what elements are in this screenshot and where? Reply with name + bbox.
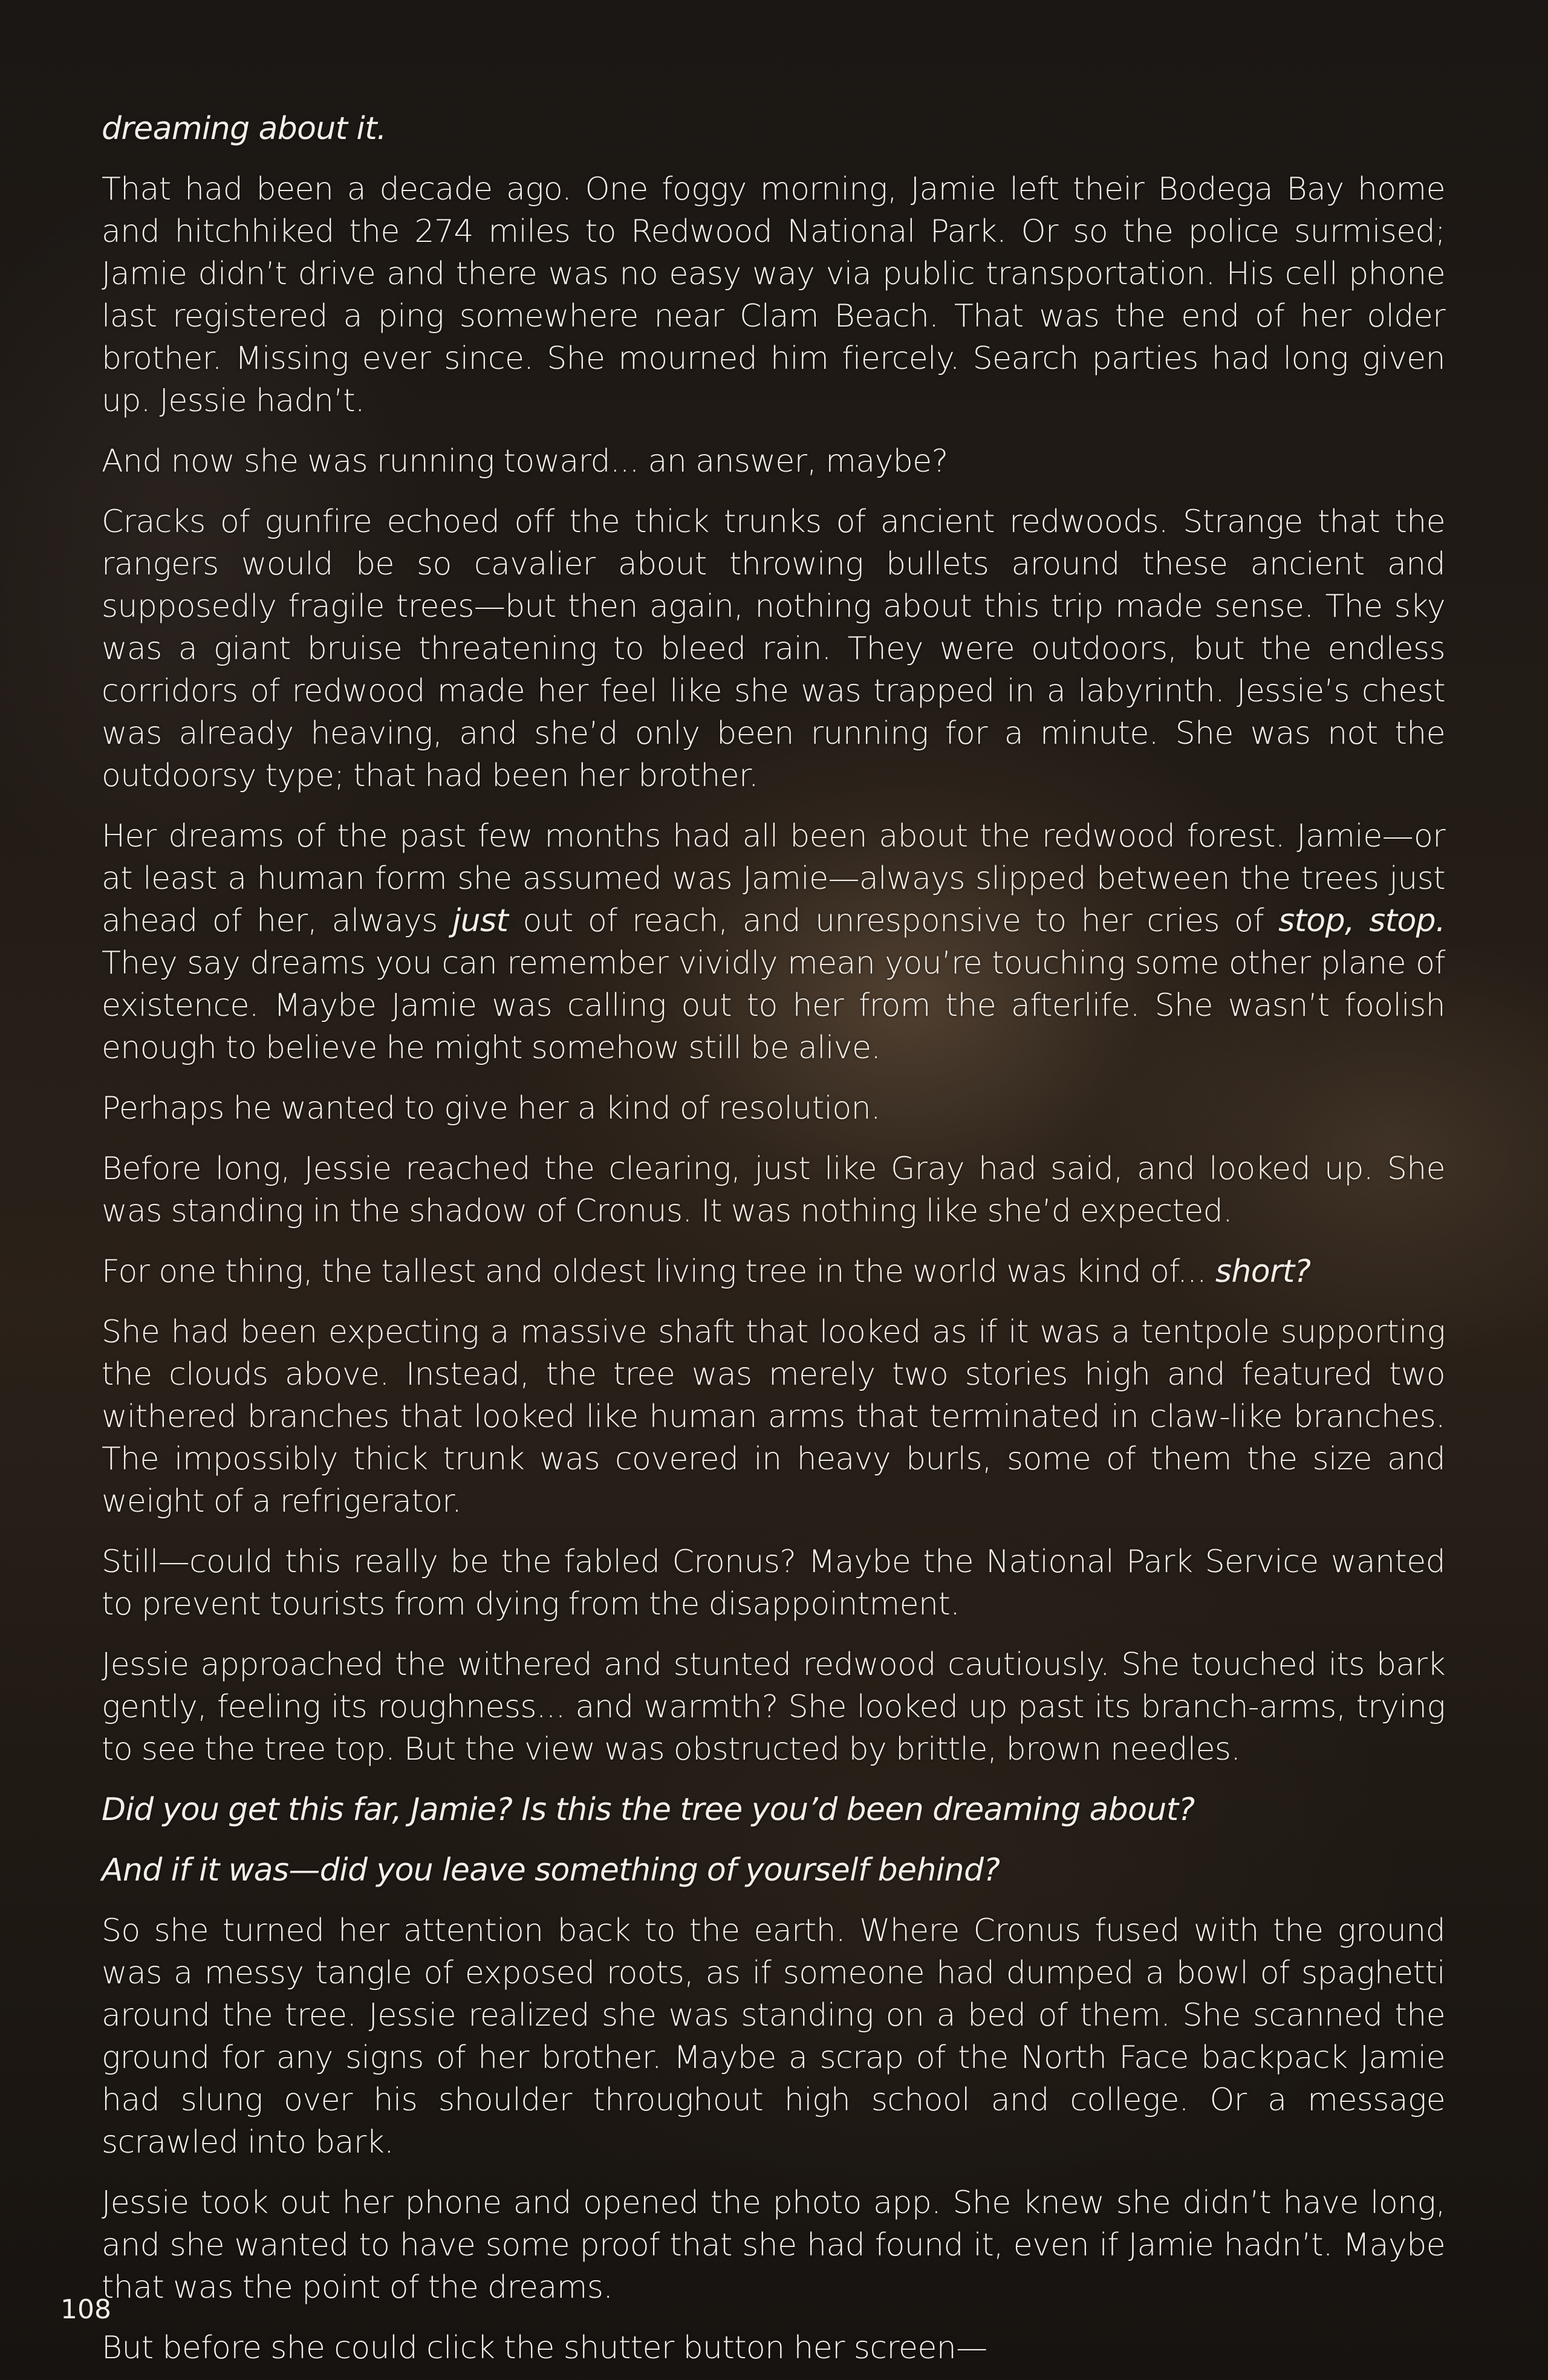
paragraph-5-emphasis-2: stop, stop. <box>1278 903 1445 939</box>
paragraph-2: That had been a decade ago. One foggy morning, Jamie left their Bodega Bay home and hitchhiked the 274 miles to Redwood National Park. Or so the police surmised; Jamie didn’t drive and there was no easy way via public transportation. His cell phone last registered a ping somewhere near Clam Beach. That was the end of her older brother. Missing ever since. She mourned him fiercely. Search parties had long given up. Jessie hadn’t. <box>102 171 1445 419</box>
paragraph-11: Jessie approached the withered and stunted redwood cautiously. She touched its bark gently, feeling its roughness... and warmth? She looked up past its branch-arms, trying to see the tree top. But the view was obstructed by brittle, brown needles. <box>102 1647 1445 1767</box>
paragraph-8-emphasis: short? <box>1215 1253 1311 1290</box>
paragraph-5-part-3: They say dreams you can remember vividly mean you’re touching some other plane of existence. Maybe Jamie was calling out to her from the afterlife. She wasn’t foolish enough to believe he might somehow still be alive. <box>102 945 1445 1066</box>
paragraph-8-part-1: For one thing, the tallest and oldest living tree in the world was kind of... <box>102 1253 1215 1290</box>
story-text <box>102 108 1445 2380</box>
paragraph-5-emphasis-1: just <box>452 903 509 939</box>
paragraph-5-part-1: Her dreams of the past few months had all been about the redwood forest. Jamie—or at least a human form she assumed was Jamie—always slipped between the trees just ahead of her, always <box>102 818 1445 939</box>
paragraph-7: Before long, Jessie reached the clearing, just like Gray had said, and looked up. She was standing in the shadow of Cronus. It was nothing like she’d expected. <box>102 1151 1445 1229</box>
paragraph-1: dreaming about it. <box>102 111 386 147</box>
paragraph-9: She had been expecting a massive shaft that looked as if it was a tentpole supporting the clouds above. Instead, the tree was merely two stories high and featured two withered branches that looked like human arms that terminated in claw-like branches. The impossibly thick trunk was covered in heavy burls, some of them the size and weight of a refrigerator. <box>102 1314 1445 1520</box>
paragraph-16: But before she could click the shutter button her screen— <box>102 2330 987 2366</box>
page-number: 108 <box>60 2294 111 2325</box>
paragraph-14: So she turned her attention back to the earth. Where Cronus fused with the ground was a messy tangle of exposed roots, as if someone had dumped a bowl of spaghetti around the tree. Jessie realized she was standing on a bed of them. She scanned the ground for any signs of her brother. Maybe a scrap of the North Face backpack Jamie had slung over his shoulder throughout high school and college. Or a message scrawled into bark. <box>102 1913 1445 2161</box>
paragraph-13: And if it was—did you leave something of yourself behind? <box>102 1852 1000 1888</box>
paragraph-15: Jessie took out her phone and opened the photo app. She knew she didn’t have long, and she wanted to have some proof that she had found it, even if Jamie hadn’t. Maybe that was the point of the dreams. <box>102 2185 1445 2306</box>
paragraph-3: And now she was running toward... an answer, maybe? <box>102 443 948 480</box>
paragraph-6: Perhaps he wanted to give her a kind of resolution. <box>102 1090 880 1127</box>
paragraph-8 <box>102 1250 1445 1293</box>
paragraph-5-part-2: out of reach, and unresponsive to her cries of <box>508 903 1279 939</box>
paragraph-4: Cracks of gunfire echoed off the thick trunks of ancient redwoods. Strange that the rangers would be so cavalier about throwing bullets around these ancient and supposedly fragile trees—but then again, nothing about this trip made sense. The sky was a giant bruise threatening to bleed rain. They were outdoors, but the endless corridors of redwood made her feel like she was trapped in a labyrinth. Jessie’s chest was already heaving, and she’d only been running for a minute. She was not the outdoorsy type; that had been her brother. <box>102 504 1445 794</box>
paragraph-10: Still—could this really be the fabled Cronus? Maybe the National Park Service wanted to prevent tourists from dying from the disappointment. <box>102 1544 1445 1622</box>
paragraph-12: Did you get this far, Jamie? Is this the tree you’d been dreaming about? <box>102 1792 1195 1828</box>
paragraph-5 <box>102 815 1445 1069</box>
